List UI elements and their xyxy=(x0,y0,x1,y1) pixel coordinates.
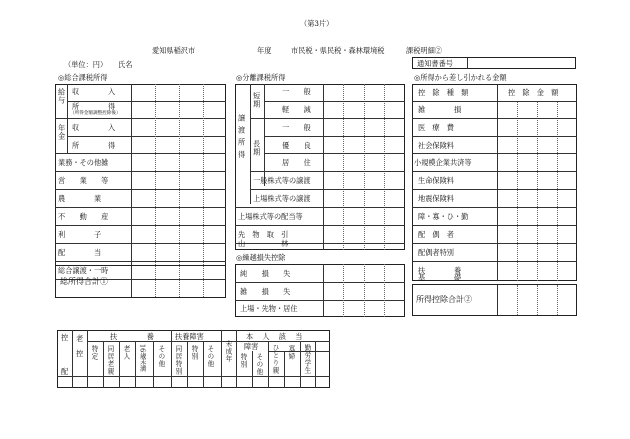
tax-names: 市民税・県民税・森林環境税 xyxy=(291,46,385,55)
forestry: 山 林 xyxy=(238,239,289,248)
deduction-earthquake: 地震保険料 xyxy=(418,194,454,203)
unit-label: （単位：円） xyxy=(64,60,108,69)
elderly-col: 老人 xyxy=(121,345,130,361)
deductions-title: ◎所得から差し引かれる金額 xyxy=(414,73,507,82)
document-name: 課税明細② xyxy=(406,46,442,55)
working-student-col: 勤労学生 xyxy=(302,344,311,375)
notice-number-box[interactable] xyxy=(412,57,576,69)
deduction-disability-etc: 障・寡・ひ・勤 xyxy=(418,212,469,221)
deduction-amount-header: 控 除 金 額 xyxy=(508,88,559,97)
net-loss: 純 損 失 xyxy=(240,269,291,278)
deduction-small-business: 小規模企業共済等 xyxy=(414,158,472,167)
coresident-elderly-col: 同居老親 xyxy=(105,345,114,376)
deduction-type-header: 控 除 種 類 xyxy=(418,88,469,97)
dividends: 配 当 xyxy=(58,248,102,257)
dependents-spouse-label: 配 xyxy=(61,367,69,376)
special3-col: 特別 xyxy=(238,353,247,369)
under16-col: 16歳未満 xyxy=(138,344,147,372)
page-number: （第3片） xyxy=(300,19,334,28)
pension-revenue: 収 入 xyxy=(72,123,116,132)
total-income-title: ◎総合課税所得 xyxy=(58,73,108,82)
other3-col: その他 xyxy=(254,353,263,376)
listed-stocks: 上場株式等の譲渡 xyxy=(253,194,311,203)
fiscal-year: 年度 xyxy=(257,46,272,55)
total-income-label: 総所得合計① xyxy=(60,277,108,286)
long-residence: 居 住 xyxy=(282,158,311,167)
minor-label: 未成年 xyxy=(223,340,232,363)
deduction-casualty: 雑 損 xyxy=(418,105,462,114)
business: 営 業 等 xyxy=(58,176,109,185)
deduction-medical: 医 療 費 xyxy=(418,123,454,132)
short-general: 一 般 xyxy=(282,87,311,96)
deduction-spouse: 配 偶 者 xyxy=(418,230,454,239)
name-label: 氏名 xyxy=(118,60,133,69)
dependents-header: 扶 養 xyxy=(110,332,156,341)
deduction-dependents: 扶 養 xyxy=(418,266,462,275)
deduction-spouse-special: 配偶者特別 xyxy=(418,248,454,257)
salary-income: 所 得 xyxy=(72,102,116,111)
long-general: 一 般 xyxy=(282,123,311,132)
deduction-basic: 基 礎 xyxy=(418,273,462,282)
general-stocks: 一般株式等の譲渡 xyxy=(253,176,311,185)
notice-number-divider xyxy=(467,58,468,69)
listed-dividends: 上場株式等の配当等 xyxy=(238,212,303,221)
other-col: その他 xyxy=(156,345,165,368)
long-preferential: 優 良 xyxy=(282,141,311,150)
special2-col: 特別 xyxy=(189,345,198,361)
single-parent-col: ひとり親 xyxy=(270,344,279,375)
general-transfer: 総合譲渡・一時 xyxy=(58,266,109,275)
self-header: 本 人 該 当 xyxy=(246,332,304,341)
misc-business: 業務・その他雑 xyxy=(58,158,109,167)
casualty-loss: 雑 損 失 xyxy=(240,287,291,296)
widow-col: 寡婦 xyxy=(286,345,295,361)
dependents-deduction-label: 控 xyxy=(61,333,69,342)
disability-header: 障害 xyxy=(244,342,259,351)
special-col: 特定 xyxy=(89,345,98,361)
agriculture: 農 業 xyxy=(58,194,102,203)
salary-revenue: 収 入 xyxy=(72,87,116,96)
senior-label: 老 xyxy=(76,334,84,343)
senior-deduction-label: 控 xyxy=(76,349,84,358)
deduction-social-insurance: 社会保険料 xyxy=(418,141,454,150)
salary-adjusted-note: （所得金額調整控除後） xyxy=(70,111,121,116)
separate-income-title: ◎分離課税所得 xyxy=(236,73,286,82)
deduction-life-insurance: 生命保険料 xyxy=(418,176,454,185)
long-term-label: 長期 xyxy=(252,140,262,157)
short-reduced: 軽 減 xyxy=(282,105,311,114)
interest: 利 子 xyxy=(58,230,102,239)
listed-futures-residence: 上場・先物・居住 xyxy=(240,304,298,313)
real-estate: 不 動 産 xyxy=(58,212,109,221)
transfer-income-label: 譲渡所得 xyxy=(237,114,247,163)
municipality: 愛知県稲沢市 xyxy=(152,46,196,55)
pension-group-label: 年金 xyxy=(57,124,67,141)
coresident-special-col: 同居特別 xyxy=(173,345,182,376)
salary-group-label: 給与 xyxy=(57,88,67,105)
other2-col: その他 xyxy=(205,345,214,368)
pension-income: 所 得 xyxy=(72,141,116,150)
loss-carryover-title: ◎繰越損失控除 xyxy=(236,253,286,262)
notice-number-label: 通知書番号 xyxy=(417,59,453,68)
futures: 先 物 取 引 xyxy=(238,230,289,239)
short-term-label: 短期 xyxy=(252,92,262,109)
disabled-dependents-header: 扶養障害 xyxy=(175,332,204,341)
deductions-total-label: 所得控除合計② xyxy=(416,295,472,304)
